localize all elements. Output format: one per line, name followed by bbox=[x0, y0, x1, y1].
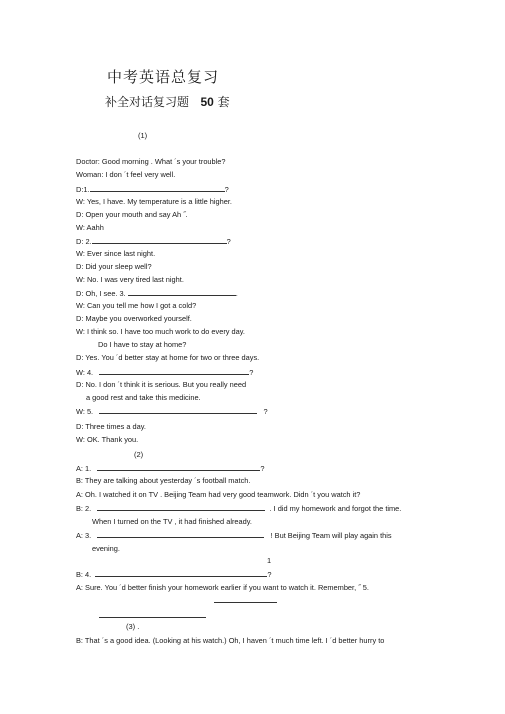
dialog-text: ? bbox=[260, 464, 265, 473]
dialog-line-with-blank bbox=[76, 530, 392, 540]
dialog-text: ? bbox=[226, 237, 231, 246]
document-title: 中考英语总复习 bbox=[107, 68, 220, 86]
dialog-line-with-blank bbox=[76, 367, 253, 377]
dialog-line: Woman: I don ´t feel very well. bbox=[76, 170, 176, 179]
dialog-text: D: 2. bbox=[76, 237, 92, 246]
dialog-line: When I turned on the TV , it had finished already. bbox=[92, 517, 252, 526]
document-subtitle bbox=[105, 93, 230, 110]
answer-blank-9[interactable] bbox=[95, 569, 267, 577]
dialog-line: a good rest and take this medicine. bbox=[86, 393, 201, 402]
dialog-line: W: I think so. I have too much work to do every day. bbox=[76, 327, 245, 336]
section-number-3: (3) . bbox=[126, 622, 140, 631]
dialog-line: W: Aahh bbox=[76, 223, 104, 232]
dialog-line: B: They are talking about yesterday ´s football match. bbox=[76, 476, 251, 485]
dialog-text: ? bbox=[267, 570, 272, 579]
dialog-text: ? bbox=[263, 407, 268, 416]
dialog-text: A: 1. bbox=[76, 464, 92, 473]
dialog-text: ? bbox=[224, 185, 229, 194]
dialog-line: B: That ´s a good idea. (Looking at his watch.) Oh, I haven ´t much time left. I ´d better hurry to bbox=[76, 636, 385, 645]
dialog-line-with-blank bbox=[76, 503, 401, 513]
answer-blank-5[interactable] bbox=[99, 406, 257, 414]
section-number-2: (2) bbox=[134, 450, 144, 459]
answer-blank-6[interactable] bbox=[97, 463, 260, 471]
dialog-line: Do I have to stay at home? bbox=[98, 340, 187, 349]
section-number-1: (1) bbox=[138, 131, 148, 140]
answer-blank-2[interactable] bbox=[92, 236, 227, 244]
dialog-text: A: 3. bbox=[76, 531, 92, 540]
dialog-line-with-blank bbox=[76, 406, 268, 416]
dialog-text: B: 4. bbox=[76, 570, 92, 579]
dialog-line: D: Open your mouth and say Ah ˝. bbox=[76, 210, 188, 219]
dialog-line-with-blank bbox=[76, 463, 265, 473]
answer-blank-8[interactable] bbox=[97, 530, 264, 538]
dialog-text: D: Oh, I see. 3. bbox=[76, 289, 126, 298]
dialog-line: D: Three times a day. bbox=[76, 422, 146, 431]
answer-blank-10b[interactable] bbox=[99, 616, 206, 618]
answer-blank-1[interactable] bbox=[90, 184, 225, 192]
dialog-line: D: Did your sleep well? bbox=[76, 262, 152, 271]
dialog-text: D:1. bbox=[76, 185, 90, 194]
answer-blank-3[interactable] bbox=[128, 288, 236, 296]
dialog-line: D: Maybe you overworked yourself. bbox=[76, 314, 192, 323]
page-number: 1 bbox=[267, 556, 272, 565]
dialog-line: Doctor: Good morning . What ´s your trouble? bbox=[76, 157, 226, 166]
answer-blank-7[interactable] bbox=[97, 503, 265, 511]
dialog-text: W: 4. bbox=[76, 368, 94, 377]
dialog-text: . bbox=[235, 289, 238, 298]
dialog-line: evening. bbox=[92, 544, 120, 553]
dialog-line: D: Yes. You ´d better stay at home for two or three days. bbox=[76, 353, 260, 362]
dialog-line-with-blank bbox=[76, 236, 231, 246]
dialog-line: D: No. I don ´t think it is serious. But you really need bbox=[76, 380, 247, 389]
dialog-text: ? bbox=[249, 368, 254, 377]
dialog-line: W: Ever since last night. bbox=[76, 249, 156, 258]
dialog-line: W: Yes, I have. My temperature is a little higher. bbox=[76, 197, 232, 206]
subtitle-count: 50 bbox=[200, 95, 214, 109]
subtitle-unit: 套 bbox=[217, 95, 230, 109]
dialog-line-with-blank bbox=[76, 288, 238, 298]
dialog-line: A: Sure. You ´d better finish your homework earlier if you want to watch it. Remember, ˝ 5. bbox=[76, 583, 369, 592]
dialog-line: W: Can you tell me how I got a cold? bbox=[76, 301, 197, 310]
subtitle-text: 补全对话复习题 bbox=[105, 95, 190, 109]
answer-blank-4[interactable] bbox=[99, 367, 249, 375]
dialog-line-with-blank bbox=[76, 569, 271, 579]
dialog-line: W: OK. Thank you. bbox=[76, 435, 139, 444]
dialog-text: W: 5. bbox=[76, 407, 94, 416]
dialog-text: ! But Beijing Team will play again this bbox=[270, 531, 392, 540]
dialog-line: W: No. I was very tired last night. bbox=[76, 275, 184, 284]
dialog-text: B: 2. bbox=[76, 504, 92, 513]
dialog-line-with-blank bbox=[76, 184, 229, 194]
dialog-line: A: Oh. I watched it on TV . Beijing Team had very good teamwork. Didn ´t you watch it? bbox=[76, 490, 361, 499]
answer-blank-10a[interactable] bbox=[214, 601, 277, 603]
dialog-text: . I did my homework and forgot the time. bbox=[269, 504, 402, 513]
